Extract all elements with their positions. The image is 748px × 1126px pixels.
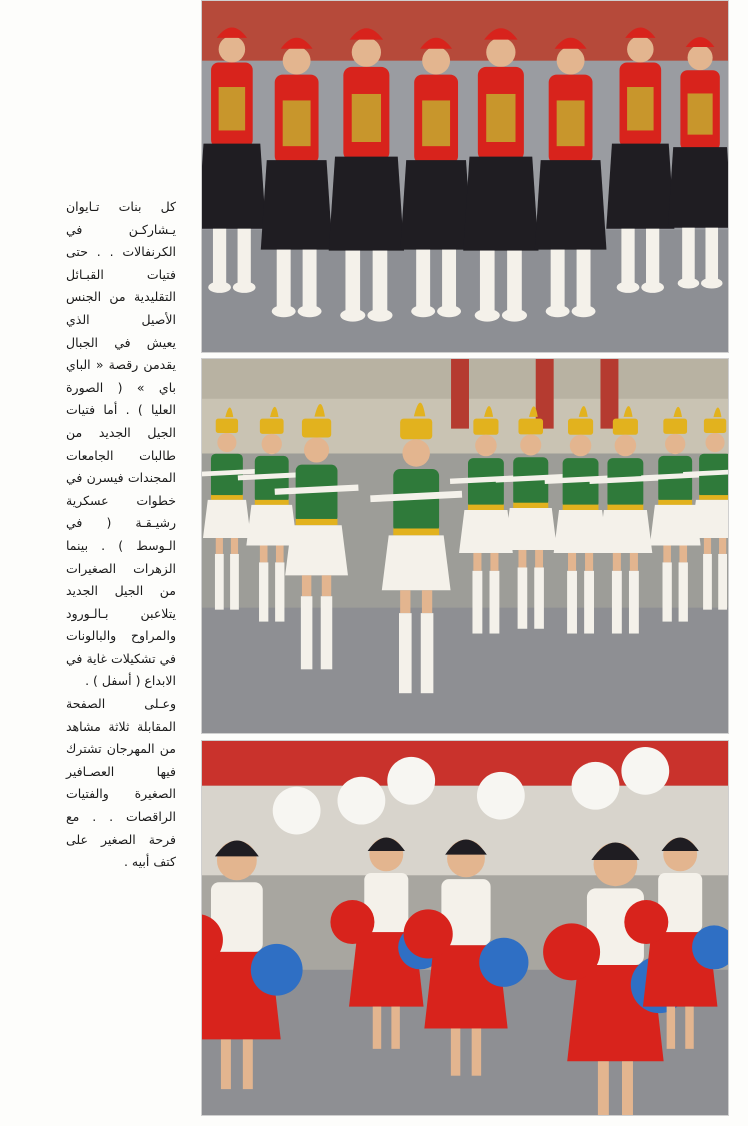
white-pompom (477, 772, 525, 820)
photo-marching-students (201, 358, 729, 734)
caption-line: كل بنات تـايوان (66, 199, 176, 214)
caption-line: الزهرات الصغيرات (66, 560, 176, 576)
caption-line: يتلاعبن بـالـورود (66, 605, 176, 621)
caption-line: كتف أبيه . (123, 854, 176, 870)
white-pompom (621, 747, 669, 795)
caption-line: الابداع ( أسفل ) . (85, 673, 176, 689)
caption-line: فتيات القبـائل (66, 266, 176, 282)
caption-line: رشيـقـة ( في (66, 515, 176, 531)
white-pompom (337, 777, 385, 825)
caption-line: فيها العصـافير (66, 763, 176, 779)
caption-line: والمراوح والبالونات (66, 628, 176, 644)
caption-line: يعيش في الجبال (66, 334, 176, 350)
photo-children-pompoms (201, 740, 729, 1116)
caption-line: الكرنفالات . . حتى (66, 244, 176, 260)
caption-line: الجيل الجديد من (66, 424, 176, 440)
tribal-dancers-image (202, 1, 728, 352)
white-pompom (273, 787, 321, 835)
caption-line: من الجيل الجديد (66, 583, 176, 599)
caption-line: المجندات فيسرن في (66, 470, 176, 486)
caption-line: طالبات الجامعات (66, 447, 176, 463)
caption-line: يـشاركـن في (66, 221, 176, 237)
white-pompom (572, 762, 620, 810)
caption-line: العليا ) . أما فتيات (66, 402, 176, 418)
caption-line: الـوسط ) . بينما (66, 537, 176, 553)
caption-line: التقليدية من الجنس (66, 289, 176, 305)
caption-line: يقدمن رقصة « الباي (66, 357, 176, 373)
caption-line: من المهرجان تشترك (66, 741, 176, 757)
caption-line: باي » ( الصورة (66, 379, 176, 395)
photo-tribal-dancers (201, 0, 729, 353)
white-pompom (387, 757, 435, 805)
caption-line: المقابلة ثلاثة مشاهد (66, 718, 176, 734)
caption-line: الأصيل الذي (66, 311, 176, 327)
children-pompoms-image (202, 741, 728, 1115)
caption-line: فرحة الصغير على (66, 831, 176, 847)
caption-line: في تشكيلات غاية في (66, 650, 176, 666)
caption-line: خطوات عسكرية (66, 492, 176, 508)
caption-line: الراقصات . . مع (66, 809, 176, 825)
caption-line: وعـلى الصفحة (66, 696, 176, 712)
caption-line: الصغيرة والفتيات (66, 786, 176, 802)
marching-students-image (202, 359, 728, 733)
photo-caption (66, 196, 176, 874)
